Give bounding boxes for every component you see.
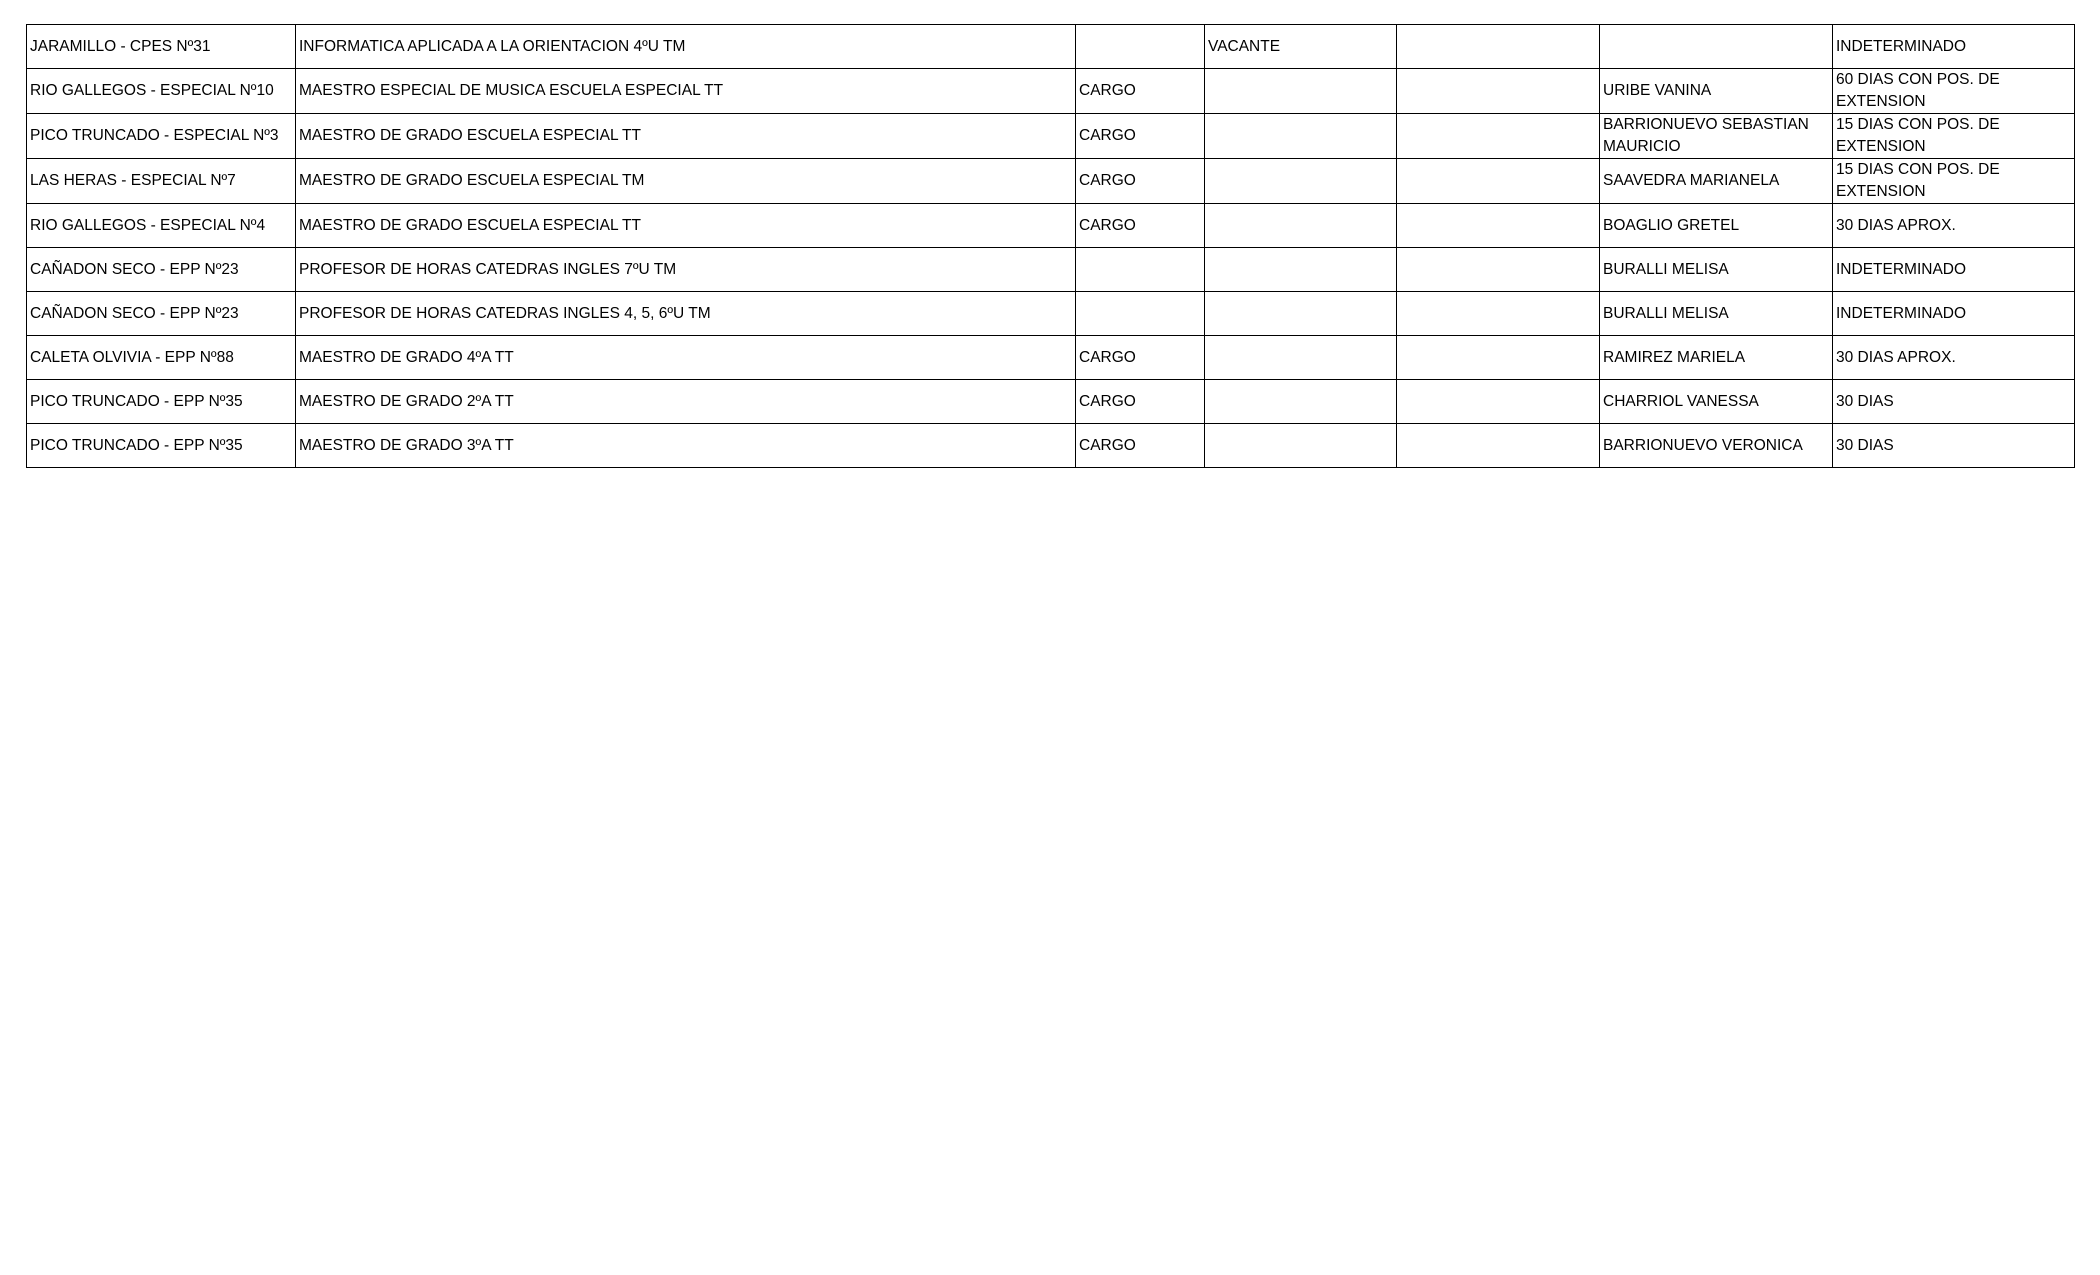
cell-position: MAESTRO ESPECIAL DE MUSICA ESCUELA ESPECIAL TT — [296, 69, 1076, 114]
cell-type: CARGO — [1076, 424, 1205, 468]
cell-blank — [1397, 248, 1600, 292]
cell-situation — [1205, 204, 1397, 248]
cell-blank — [1397, 292, 1600, 336]
cell-position: MAESTRO DE GRADO ESCUELA ESPECIAL TM — [296, 159, 1076, 204]
cell-position: PROFESOR DE HORAS CATEDRAS INGLES 4, 5, 6ºU TM — [296, 292, 1076, 336]
cell-blank — [1397, 114, 1600, 159]
table-row — [27, 292, 2075, 336]
cell-position: INFORMATICA APLICADA A LA ORIENTACION 4ºU TM — [296, 25, 1076, 69]
cell-school: PICO TRUNCADO - ESPECIAL Nº3 — [27, 114, 296, 159]
cell-duration: 30 DIAS — [1833, 380, 2075, 424]
cell-type — [1076, 25, 1205, 69]
cell-school: RIO GALLEGOS - ESPECIAL Nº10 — [27, 69, 296, 114]
cell-situation — [1205, 380, 1397, 424]
cell-school: CALETA OLVIVIA - EPP Nº88 — [27, 336, 296, 380]
cell-duration: 30 DIAS — [1833, 424, 2075, 468]
cell-holder: SAAVEDRA MARIANELA — [1600, 159, 1833, 204]
cell-type: CARGO — [1076, 159, 1205, 204]
cell-holder: BOAGLIO GRETEL — [1600, 204, 1833, 248]
cell-duration: 15 DIAS CON POS. DE EXTENSION — [1833, 159, 2075, 204]
cell-school: CAÑADON SECO - EPP Nº23 — [27, 292, 296, 336]
cell-type — [1076, 292, 1205, 336]
cell-holder: BURALLI MELISA — [1600, 248, 1833, 292]
cell-duration: INDETERMINADO — [1833, 248, 2075, 292]
cell-school: PICO TRUNCADO - EPP Nº35 — [27, 424, 296, 468]
cell-blank — [1397, 204, 1600, 248]
cell-holder: BARRIONUEVO SEBASTIAN MAURICIO — [1600, 114, 1833, 159]
table-row — [27, 424, 2075, 468]
table-row — [27, 204, 2075, 248]
cell-situation — [1205, 424, 1397, 468]
cell-situation — [1205, 248, 1397, 292]
cell-type: CARGO — [1076, 114, 1205, 159]
cell-duration: INDETERMINADO — [1833, 292, 2075, 336]
cell-blank — [1397, 25, 1600, 69]
cell-position: PROFESOR DE HORAS CATEDRAS INGLES 7ºU TM — [296, 248, 1076, 292]
cell-position: MAESTRO DE GRADO 2ºA TT — [296, 380, 1076, 424]
cell-type: CARGO — [1076, 380, 1205, 424]
cell-type: CARGO — [1076, 336, 1205, 380]
cell-holder: BARRIONUEVO VERONICA — [1600, 424, 1833, 468]
cell-school: CAÑADON SECO - EPP Nº23 — [27, 248, 296, 292]
vacancy-table — [26, 24, 2075, 468]
cell-blank — [1397, 424, 1600, 468]
cell-school: LAS HERAS - ESPECIAL Nº7 — [27, 159, 296, 204]
cell-duration: 30 DIAS APROX. — [1833, 204, 2075, 248]
cell-type — [1076, 248, 1205, 292]
cell-holder — [1600, 25, 1833, 69]
cell-duration: 60 DIAS CON POS. DE EXTENSION — [1833, 69, 2075, 114]
table-row — [27, 69, 2075, 114]
cell-type: CARGO — [1076, 204, 1205, 248]
cell-position: MAESTRO DE GRADO 3ºA TT — [296, 424, 1076, 468]
cell-school: PICO TRUNCADO - EPP Nº35 — [27, 380, 296, 424]
table-row — [27, 114, 2075, 159]
cell-duration: 15 DIAS CON POS. DE EXTENSION — [1833, 114, 2075, 159]
cell-position: MAESTRO DE GRADO ESCUELA ESPECIAL TT — [296, 204, 1076, 248]
cell-situation — [1205, 159, 1397, 204]
cell-position: MAESTRO DE GRADO 4ºA TT — [296, 336, 1076, 380]
table-row — [27, 159, 2075, 204]
cell-situation — [1205, 114, 1397, 159]
cell-position: MAESTRO DE GRADO ESCUELA ESPECIAL TT — [296, 114, 1076, 159]
cell-type: CARGO — [1076, 69, 1205, 114]
cell-school: JARAMILLO - CPES Nº31 — [27, 25, 296, 69]
cell-blank — [1397, 159, 1600, 204]
table-row — [27, 380, 2075, 424]
cell-holder: RAMIREZ MARIELA — [1600, 336, 1833, 380]
cell-blank — [1397, 380, 1600, 424]
vacancy-table-body — [27, 25, 2075, 468]
cell-situation — [1205, 69, 1397, 114]
cell-blank — [1397, 336, 1600, 380]
cell-blank — [1397, 69, 1600, 114]
cell-situation — [1205, 292, 1397, 336]
cell-situation: VACANTE — [1205, 25, 1397, 69]
table-row — [27, 248, 2075, 292]
cell-duration: 30 DIAS APROX. — [1833, 336, 2075, 380]
cell-holder: URIBE VANINA — [1600, 69, 1833, 114]
cell-school: RIO GALLEGOS - ESPECIAL Nº4 — [27, 204, 296, 248]
cell-duration: INDETERMINADO — [1833, 25, 2075, 69]
table-row — [27, 336, 2075, 380]
table-row — [27, 25, 2075, 69]
cell-holder: CHARRIOL VANESSA — [1600, 380, 1833, 424]
cell-holder: BURALLI MELISA — [1600, 292, 1833, 336]
cell-situation — [1205, 336, 1397, 380]
